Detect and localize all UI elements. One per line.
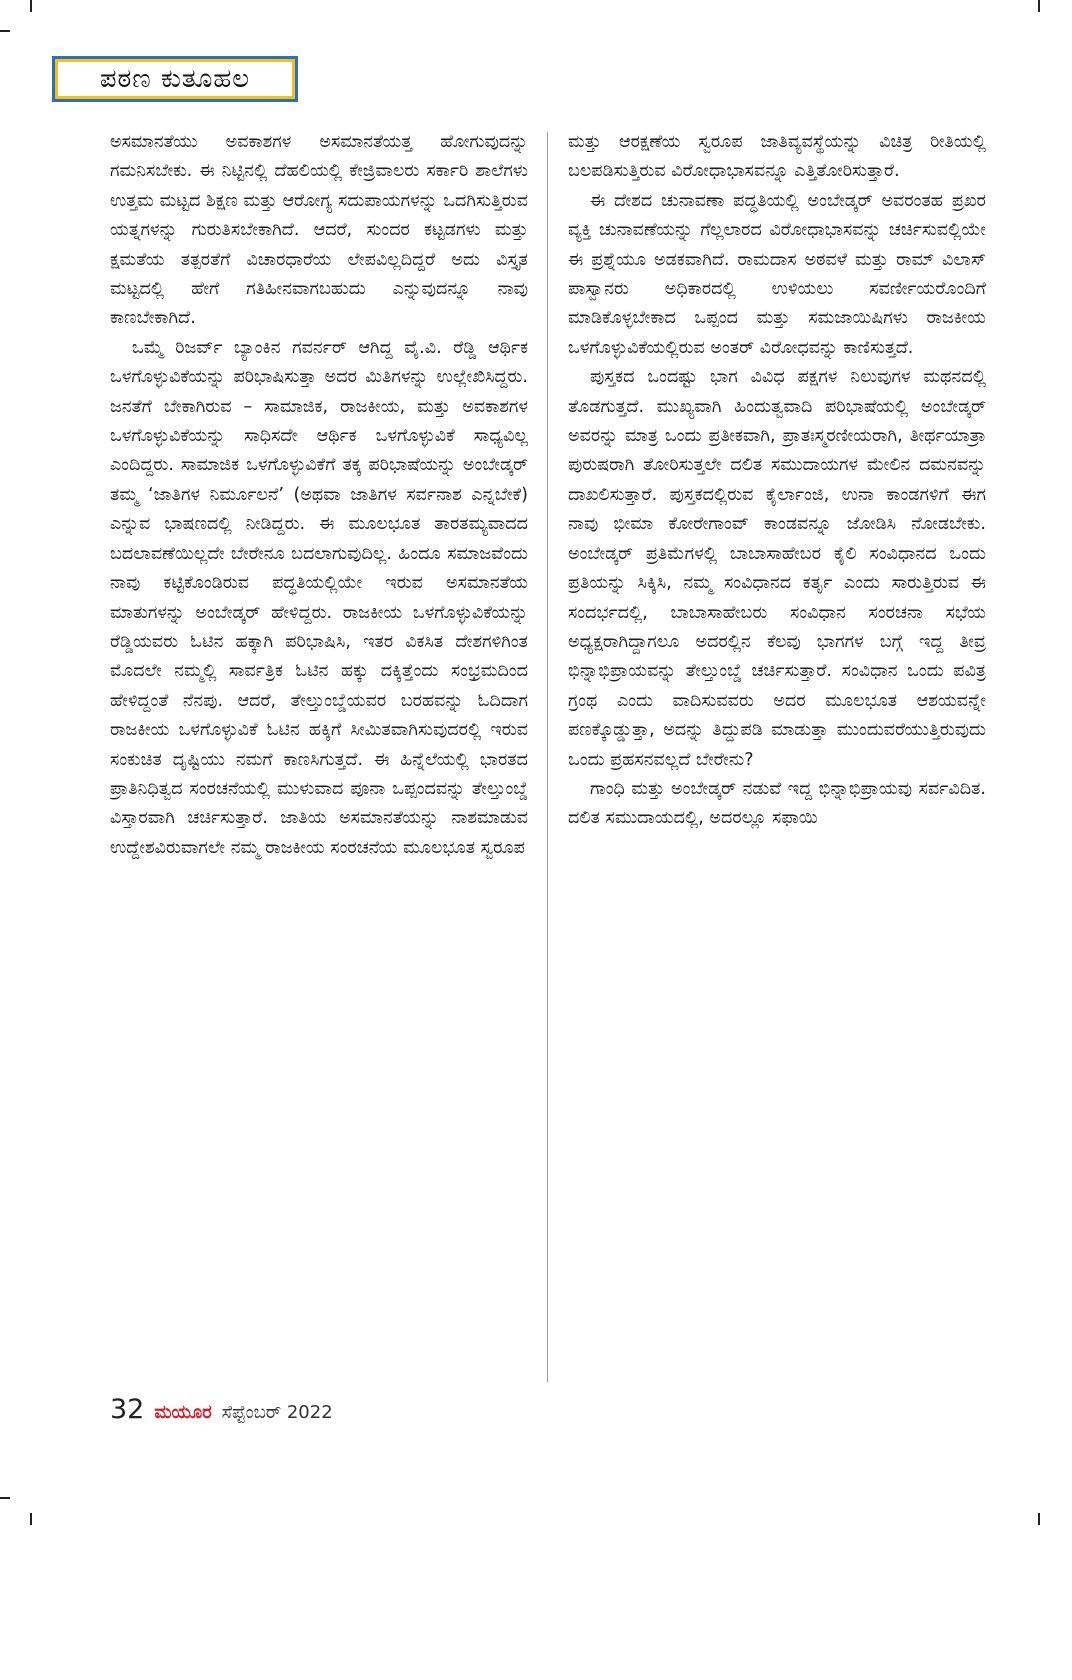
paragraph: ಒಮ್ಮೆ ರಿಜರ್ವ್ ಬ್ಯಾಂಕಿನ ಗವರ್ನರ್ ಆಗಿದ್ದ ವೈ.ವಿ. ರೆಡ್ಡಿ ಆರ್ಥಿಕ ಒಳಗೊಳ್ಳುವಿಕೆಯನ್ನು ಪರಿಭಾಷಿಸುತ್ತಾ ಅದರ ಮಿತಿಗಳನ್ನು ಉಲ್ಲೇಖಿಸಿದ್ದರು. ಜನತೆಗೆ ಬೇಕಾಗಿರುವ – ಸಾಮಾಜಿಕ, ರಾಜಕೀಯ, ಮತ್ತು ಅವಕಾಶಗಳ ಒಳಗೊಳ್ಳುವಿಕೆಯನ್ನು ಸಾಧಿಸದೇ ಆರ್ಥಿಕ ಒಳಗೊಳ್ಳುವಿಕೆ ಸಾಧ್ಯವಿಲ್ಲ ಎಂದಿದ್ದರು. ಸಾಮಾಜಿಕ ಒಳಗೊಳ್ಳುವಿಕೆಗೆ ತಕ್ಕ ಪರಿಭಾಷೆಯನ್ನು ಅಂಬೇಡ್ಕರ್ ತಮ್ಮ ‘ಜಾತಿಗಳ ನಿರ್ಮೂಲನೆ’ (ಅಥವಾ ಜಾತಿಗಳ ಸರ್ವನಾಶ ಎನ್ನಬೇಕೆ) ಎನ್ನುವ ಭಾಷಣದಲ್ಲಿ ನೀಡಿದ್ದರು. ಈ ಮೂಲಭೂತ ತಾರತಮ್ಯವಾದದ ಬದಲಾವಣೆಯಿಲ್ಲದೇ ಬೇರೇನೂ ಬದಲಾಗುವುದಿಲ್ಲ. ಹಿಂದೂ ಸಮಾಜವೆಂದು ನಾವು ಕಟ್ಟಿಕೊಂಡಿರುವ ಪದ್ಧತಿಯಲ್ಲಿಯೇ ಇರುವ ಅಸಮಾನತೆಯ ಮಾತುಗಳನ್ನು ಅಂಬೇಡ್ಕರ್ ಹೇಳಿದ್ದರು. ರಾಜಕೀಯ ಒಳಗೊಳ್ಳುವಿಕೆಯನ್ನು ರೆಡ್ಡಿಯವರು ಓಟಿನ ಹಕ್ಕಾಗಿ ಪರಿಭಾಷಿಸಿ, ಇತರ ವಿಕಸಿತ ದೇಶಗಳಿಗಿಂತ ಮೊದಲೇ ನಮ್ಮಲ್ಲಿ ಸಾರ್ವತ್ರಿಕ ಓಟಿನ ಹಕ್ಕು ದಕ್ಕಿತ್ತೆಂದು ಸಂಭ್ರಮದಿಂದ ಹೇಳಿದ್ದಂತೆ ನೆನಪು. ಆದರೆ, ತೇಲ್ತುಂಬ್ಡೆಯವರ ಬರಹವನ್ನು ಓದಿದಾಗ ರಾಜಕೀಯ ಒಳಗೊಳ್ಳುವಿಕೆ ಓಟಿನ ಹಕ್ಕಿಗೆ ಸೀಮಿತವಾಗಿಸುವುದರಲ್ಲಿ ಇರುವ ಸಂಕುಚಿತ ದೃಷ್ಟಿಯು ನಮಗೆ ಕಾಣಸಿಗುತ್ತದೆ. ಈ ಹಿನ್ನೆಲೆಯಲ್ಲಿ ಭಾರತದ ಪ್ರಾತಿನಿಧಿತ್ವದ ಸಂರಚನೆಯಲ್ಲಿ ಮುಳುವಾದ ಪೂನಾ ಒಪ್ಪಂದವನ್ನು ತೇಲ್ತುಂಬ್ಡೆ ವಿಸ್ತಾರವಾಗಿ ಚರ್ಚಿಸುತ್ತಾರೆ. ಜಾತಿಯ ಅಸಮಾನತೆಯನ್ನು ನಾಶಮಾಡುವ ಉದ್ದೇಶವಿರುವಾಗಲೇ ನಮ್ಮ ರಾಜಕೀಯ ಸಂರಚನೆಯ ಮೂಲಭೂತ ಸ್ವರೂಪ: [110, 337, 528, 858]
paragraph: ಪುಸ್ತಕದ ಒಂದಷ್ಟು ಭಾಗ ವಿವಿಧ ಪಕ್ಷಗಳ ನಿಲುವುಗಳ ಮಥನದಲ್ಲಿ ತೊಡಗುತ್ತದೆ. ಮುಖ್ಯವಾಗಿ ಹಿಂದುತ್ವವಾದಿ ಪರಿಭಾಷೆಯಲ್ಲಿ ಅಂಬೇಡ್ಕರ್ ಅವರನ್ನು ಮಾತ್ರ ಒಂದು ಪ್ರತೀಕವಾಗಿ, ಪ್ರಾತಃಸ್ಮರಣೀಯರಾಗಿ, ತೀರ್ಥಯಾತ್ರಾ ಪುರುಷರಾಗಿ ತೋರಿಸುತ್ತಲೇ ದಲಿತ ಸಮುದಾಯಗಳ ಮೇಲಿನ ದಮನವನ್ನು ದಾಖಲಿಸುತ್ತಾರೆ. ಪುಸ್ತಕದಲ್ಲಿರುವ ಕೈರ್ಲಾಂಜಿ, ಉನಾ ಕಾಂಡಗಳಿಗೆ ಈಗ ನಾವು ಭೀಮಾ ಕೋರೇಗಾಂವ್ ಕಾಂಡವನ್ನೂ ಜೋಡಿಸಿ ನೋಡಬೇಕು. ಅಂಬೇಡ್ಕರ್ ಪ್ರತಿಮೆಗಳಲ್ಲಿ ಬಾಬಾಸಾಹೇಬರ ಕೈಲಿ ಸಂವಿಧಾನದ ಒಂದು ಪ್ರತಿಯನ್ನು ಸಿಕ್ಕಿಸಿ, ನಮ್ಮ ಸಂವಿಧಾನದ ಕರ್ತೃ ಎಂದು ಸಾರುತ್ತಿರುವ ಈ ಸಂದರ್ಭದಲ್ಲಿ, ಬಾಬಾಸಾಹೇಬರು ಸಂವಿಧಾನ ಸಂರಚನಾ ಸಭೆಯ ಅಧ್ಯಕ್ಷರಾಗಿದ್ದಾಗಲೂ ಅದರಲ್ಲಿನ ಕೆಲವು ಭಾಗಗಳ ಬಗ್ಗೆ ಇದ್ದ ತೀವ್ರ ಭಿನ್ನಾಭಿಪ್ರಾಯವನ್ನು ತೇಲ್ತುಂಬ್ಡೆ ಚರ್ಚಿಸುತ್ತಾರೆ. ಸಂವಿಧಾನ ಒಂದು ಪವಿತ್ರ ಗ್ರಂಥ ಎಂದು ವಾದಿಸುವವರು ಅದರ ಮೂಲಭೂತ ಆಶಯವನ್ನೇ ಪಣಕ್ಕೊಡ್ಡುತ್ತಾ, ಅದನ್ನು ತಿದ್ದುಪಡಿ ಮಾಡುತ್ತಾ ಮುಂದುವರೆಯುತ್ತಿರುವುದು ಒಂದು ಪ್ರಹಸನವಲ್ಲದೆ ಬೇರೇನು?: [568, 367, 986, 770]
paragraph: ಮತ್ತು ಆರಕ್ಷಣೆಯ ಸ್ವರೂಪ ಜಾತಿವ್ಯವಸ್ಥೆಯನ್ನು ವಿಚಿತ್ರ ರೀತಿಯಲ್ಲಿ ಬಲಪಡಿಸುತ್ತಿರುವ ವಿರೋಧಾಭಾಸವನ್ನೂ ಎತ್ತಿತೋರಿಸುತ್ತಾರೆ.: [568, 132, 986, 182]
paragraph: ಗಾಂಧಿ ಮತ್ತು ಅಂಬೇಡ್ಕರ್ ನಡುವೆ ಇದ್ದ ಭಿನ್ನಾಭಿಪ್ರಾಯವು ಸರ್ವವಿದಿತ. ದಲಿತ ಸಮುದಾಯದಲ್ಲಿ, ಅದರಲ್ಲೂ ಸಫಾಯಿ: [568, 778, 986, 829]
right-column: [568, 128, 986, 1680]
magazine-name: ಮಯೂರ: [154, 1402, 212, 1423]
crop-mark-left-top: [0, 30, 10, 32]
crop-mark-bottom-right: [1038, 1513, 1040, 1525]
paragraph: ಈ ದೇಶದ ಚುನಾವಣಾ ಪದ್ಧತಿಯಲ್ಲಿ ಅಂಬೇಡ್ಕರ್ ಅವರಂತಹ ಪ್ರಖರ ವ್ಯಕ್ತಿ ಚುನಾವಣೆಯನ್ನು ಗೆಲ್ಲಲಾರದ ವಿರೋಧಾಭಾಸವನ್ನು ಚರ್ಚಿಸುವಲ್ಲಿಯೇ ಈ ಪ್ರಶ್ನೆಯೂ ಅಡಕವಾಗಿದೆ. ರಾಮದಾಸ ಅಠವಳೆ ಮತ್ತು ರಾಮ್ ವಿಲಾಸ್ ಪಾಸ್ವಾನರು ಅಧಿಕಾರದಲ್ಲಿ ಉಳಿಯಲು ಸವರ್ಣೀಯರೊಂದಿಗೆ ಮಾಡಿಕೊಳ್ಳಬೇಕಾದ ಒಪ್ಪಂದ ಮತ್ತು ಸಮಜಾಯಿಷಿಗಳು ರಾಜಕೀಯ ಒಳಗೊಳ್ಳುವಿಕೆಯಲ್ಲಿರುವ ಅಂತರ್ ವಿರೋಧವನ್ನು ಕಾಣಿಸುತ್ತದೆ.: [568, 190, 986, 358]
left-column: [110, 128, 528, 1680]
crop-mark-left-bottom: [0, 1497, 10, 1499]
crop-mark-bottom-left: [30, 1513, 32, 1525]
issue-date: ಸೆಪ್ಟೆಂಬರ್ 2022: [221, 1402, 333, 1423]
page-footer: [110, 1394, 333, 1430]
section-tag-label: ಪಠಣ ಕುತೂಹಲ: [99, 63, 251, 94]
paragraph: ಅಸಮಾನತೆಯು ಅವಕಾಶಗಳ ಅಸಮಾನತೆಯತ್ತ ಹೋಗುವುದನ್ನು ಗಮನಿಸಬೇಕು. ಈ ನಿಟ್ಟಿನಲ್ಲಿ ದೆಹಲಿಯಲ್ಲಿ ಕೇಜ್ರಿವಾಲರು ಸರ್ಕಾರಿ ಶಾಲೆಗಳು ಉತ್ತಮ ಮಟ್ಟದ ಶಿಕ್ಷಣ ಮತ್ತು ಆರೋಗ್ಯ ಸದುಪಾಯಗಳನ್ನು ಒದಗಿಸುತ್ತಿರುವ ಯತ್ನಗಳನ್ನು ಗುರುತಿಸಬೇಕಾಗಿದೆ. ಆದರೆ, ಸುಂದರ ಕಟ್ಟಡಗಳು ಮತ್ತು ಕ್ಷಮತೆಯ ತತ್ಪರತೆಗೆ ವಿಚಾರಧಾರೆಯ ಲೇಪವಿಲ್ಲದಿದ್ದರೆ ಅದು ವಿಸ್ತೃತ ಮಟ್ಟದಲ್ಲಿ ಹೇಗೆ ಗತಿಹೀನವಾಗಬಹುದು ಎನ್ನುವುದನ್ನೂ ನಾವು ಕಾಣಬೇಕಾಗಿದೆ.: [110, 132, 528, 329]
page-number: 32: [110, 1394, 145, 1425]
column-divider: [547, 132, 548, 1382]
crop-mark-top-right: [1038, 0, 1040, 12]
section-tag: [52, 56, 298, 102]
crop-mark-top-left: [30, 0, 32, 12]
